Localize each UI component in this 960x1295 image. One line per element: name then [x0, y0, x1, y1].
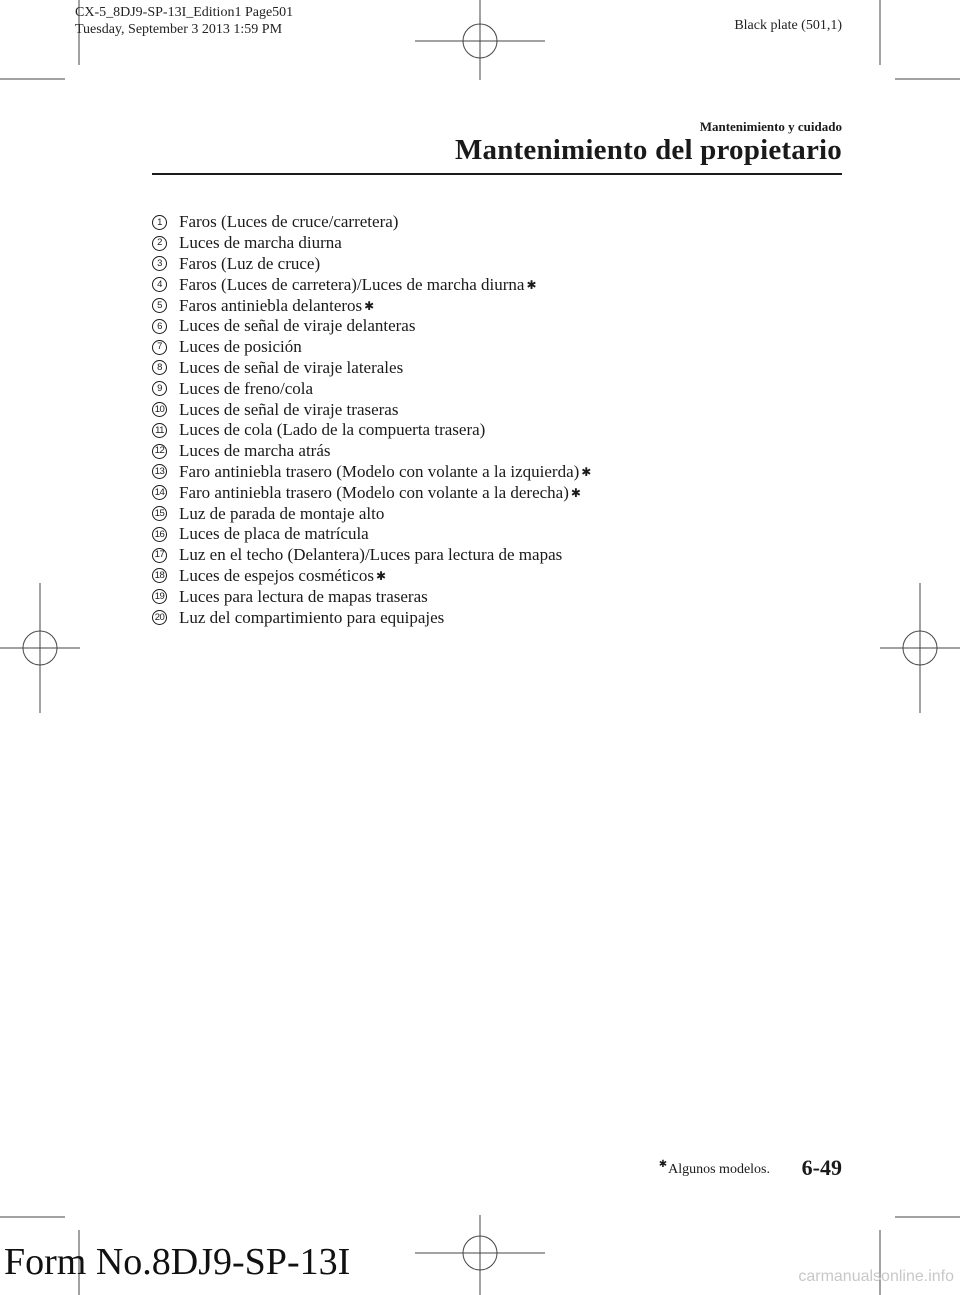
list-item: 5 Faros antiniebla delanteros ✱	[152, 295, 591, 316]
list-item	[152, 212, 591, 233]
page-number: 6-49	[801, 1155, 842, 1180]
registration-mark-left	[0, 583, 80, 713]
list-item-text: Faros (Luces de carretera)/Luces de marcha diurna	[179, 274, 525, 294]
list-item-text: Luz del compartimiento para equipajes	[179, 607, 445, 627]
asterisk-icon: ✱	[658, 1159, 668, 1171]
list-item	[152, 420, 591, 441]
list-item-text: Luces de espejos cosméticos	[179, 565, 374, 585]
list-item: 13 Faro antiniebla trasero (Modelo con volante a la izquierda) ✱	[152, 462, 591, 483]
list-item	[152, 607, 591, 628]
footnote	[657, 1159, 770, 1178]
list-item	[152, 503, 591, 524]
list-item	[152, 254, 591, 275]
circled-number-icon: 11	[152, 423, 167, 438]
watermark: carmanualsonline.info	[798, 1268, 954, 1285]
list-item	[152, 399, 591, 420]
list-item-text: Luz en el techo (Delantera)/Luces para lectura de mapas	[179, 545, 563, 565]
form-number: Form No.8DJ9-SP-13I	[4, 1241, 351, 1283]
list-item-text: Faro antiniebla trasero (Modelo con volante a la izquierda)	[179, 461, 580, 481]
circled-number-icon: 9	[152, 381, 167, 396]
list-item	[152, 545, 591, 566]
circled-number-icon: 2	[152, 236, 167, 251]
list-item	[152, 441, 591, 462]
list-item-text: Faros (Luz de cruce)	[179, 253, 321, 273]
section-name: Mantenimiento y cuidado	[699, 119, 842, 134]
circled-number-icon: 19	[152, 589, 167, 604]
registration-mark-top	[415, 0, 545, 80]
circled-number-icon: 18	[152, 568, 167, 583]
list-item-text: Luces de marcha atrás	[179, 441, 331, 461]
circled-number-icon: 4	[152, 277, 167, 292]
list-item: 14 Faro antiniebla trasero (Modelo con volante a la derecha) ✱	[152, 482, 591, 503]
circled-number-icon: 7	[152, 340, 167, 355]
circled-number-icon: 8	[152, 360, 167, 375]
list-item-text: Faros antiniebla delanteros	[179, 295, 363, 315]
list-item-text: Luces de posición	[179, 337, 302, 357]
print-info	[75, 4, 293, 38]
circled-number-icon: 15	[152, 506, 167, 521]
bulb-list	[152, 212, 591, 628]
list-item: 4 Faros (Luces de carretera)/Luces de marcha diurna ✱	[152, 274, 591, 295]
circled-number-icon: 13	[152, 464, 167, 479]
list-item	[152, 337, 591, 358]
circled-number-icon: 12	[152, 444, 167, 459]
title-divider	[152, 173, 842, 175]
list-item	[152, 586, 591, 607]
list-item	[152, 358, 591, 379]
circled-number-icon: 10	[152, 402, 167, 417]
print-info-file: CX-5_8DJ9-SP-13I_Edition1 Page501	[75, 5, 294, 20]
list-item	[152, 378, 591, 399]
list-item	[152, 233, 591, 254]
list-item-text: Luces de señal de viraje laterales	[179, 357, 404, 377]
list-item-text: Luces de cola (Lado de la compuerta trasera)	[179, 420, 486, 440]
list-item	[152, 524, 591, 545]
circled-number-icon: 20	[152, 610, 167, 625]
footnote-text: Algunos modelos.	[668, 1162, 770, 1177]
circled-number-icon: 1	[152, 215, 167, 230]
registration-mark-bottom	[415, 1215, 545, 1295]
print-info-date: Tuesday, September 3 2013 1:59 PM	[75, 22, 283, 37]
circled-number-icon: 17	[152, 548, 167, 563]
black-plate-label: Black plate (501,1)	[734, 18, 842, 33]
circled-number-icon: 3	[152, 256, 167, 271]
list-item-text: Luces de freno/cola	[179, 378, 314, 398]
circled-number-icon: 14	[152, 485, 167, 500]
page-title: Mantenimiento del propietario	[454, 134, 842, 166]
list-item-text: Faro antiniebla trasero (Modelo con volante a la derecha)	[179, 482, 569, 502]
registration-mark-right	[880, 583, 960, 713]
list-item-text: Luces de señal de viraje delanteras	[179, 316, 416, 336]
list-item-text: Luces para lectura de mapas traseras	[179, 586, 428, 606]
list-item-text: Luces de señal de viraje traseras	[179, 399, 399, 419]
list-item-text: Luces de placa de matrícula	[179, 524, 369, 544]
circled-number-icon: 6	[152, 319, 167, 334]
circled-number-icon: 16	[152, 527, 167, 542]
list-item-text: Luz de parada de montaje alto	[179, 503, 385, 523]
list-item-text: Faros (Luces de cruce/carretera)	[179, 212, 399, 232]
list-item: 18 Luces de espejos cosméticos ✱	[152, 566, 591, 587]
list-item-text: Luces de marcha diurna	[179, 233, 342, 253]
circled-number-icon: 5	[152, 298, 167, 313]
list-item	[152, 316, 591, 337]
